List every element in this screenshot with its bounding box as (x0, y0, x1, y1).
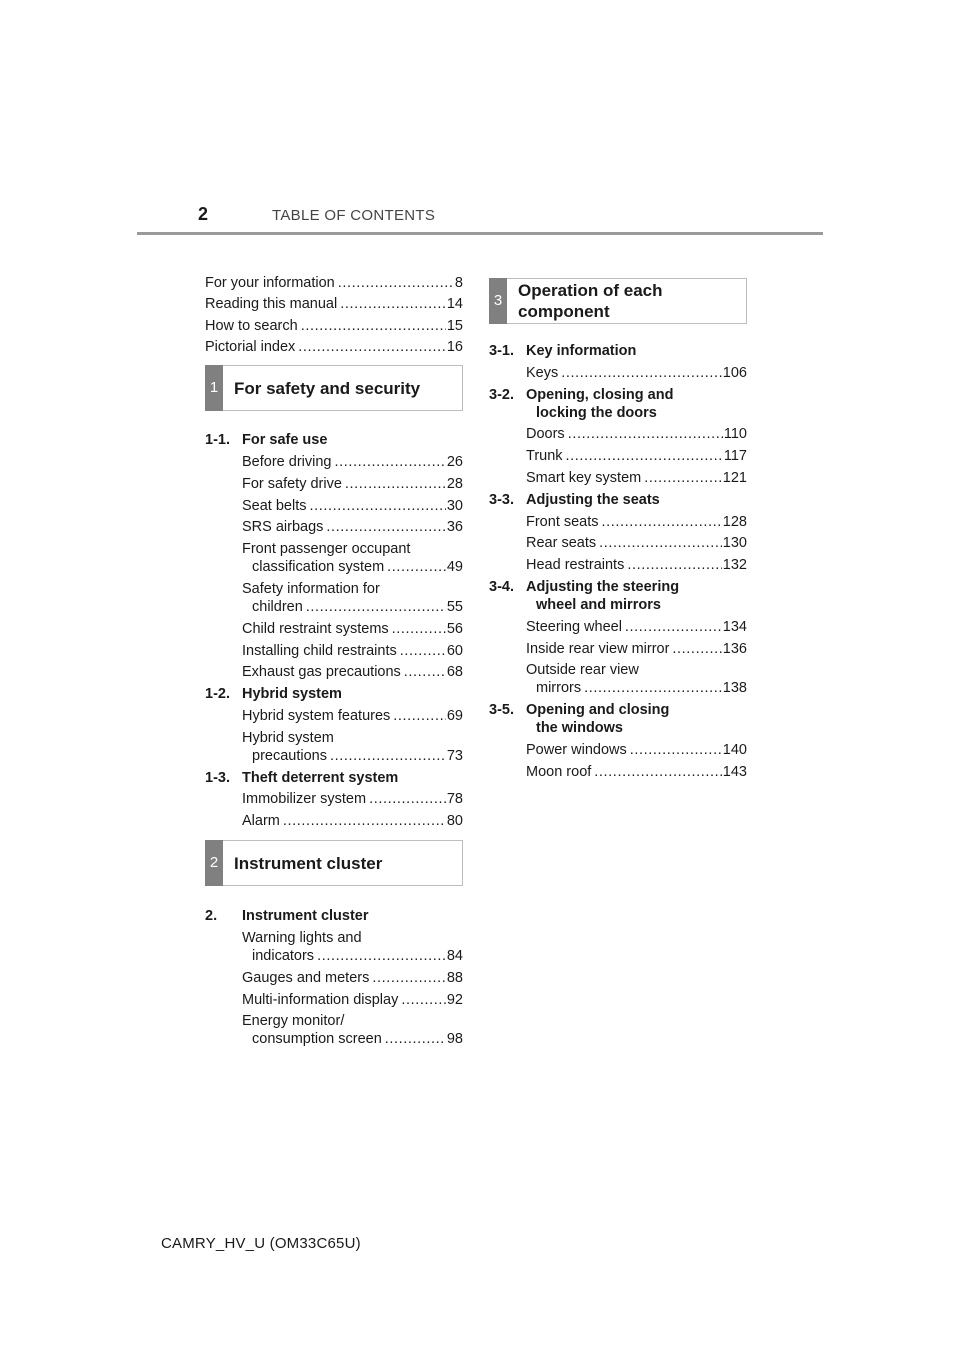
toc-entry[interactable]: Exhaust gas precautions ..... 68 (242, 663, 463, 681)
page-ref: 30 (446, 497, 463, 514)
model-code-footer: CAMRY_HV_U (OM33C65U) (161, 1235, 361, 1252)
page-ref: 60 (446, 642, 463, 659)
chapter-title: Operation of each component (518, 281, 663, 321)
toc-entry[interactable]: Seat belts ..... 30 (242, 497, 463, 515)
page-ref: 117 (723, 448, 747, 465)
toc-entry[interactable]: Child restraint systems ..... 56 (242, 620, 463, 638)
section-heading[interactable]: 3-1. Key information (489, 343, 637, 359)
toc-entry[interactable]: Warning lights and indicators ..... 84 (242, 929, 463, 965)
section-heading[interactable]: 3-5. Opening and closing the windows (489, 702, 670, 737)
intro-list (205, 274, 463, 356)
page-ref: 28 (446, 475, 463, 492)
toc-entry[interactable]: Inside rear view mirror ..... 136 (526, 640, 747, 658)
page-ref: 55 (446, 598, 463, 615)
section-items (489, 618, 747, 698)
leader-dots (283, 812, 446, 830)
toc-entry[interactable]: Immobilizer system ..... 78 (242, 790, 463, 808)
section-heading[interactable]: 3-2. Opening, closing and locking the doors (489, 386, 674, 421)
toc-entry[interactable]: Reading this manual ..... 14 (205, 295, 463, 313)
toc-entry[interactable]: Moon roof ..... 143 (526, 763, 747, 781)
toc-entry[interactable]: Gauges and meters ..... 88 (242, 969, 463, 987)
toc-entry[interactable]: Energy monitor/ consumption screen ..... 98 (242, 1012, 463, 1048)
leader-dots (317, 947, 446, 965)
section-items (489, 364, 747, 382)
toc-entry[interactable]: Hybrid system features ..... 69 (242, 707, 463, 725)
chapter-tab: 2 (205, 840, 223, 886)
toc-left-column (205, 274, 463, 1052)
page-ref: 49 (446, 559, 463, 576)
toc-entry[interactable]: Smart key system ..... 121 (526, 469, 747, 487)
page-ref: 132 (722, 557, 747, 574)
leader-dots (672, 640, 721, 658)
leader-dots (594, 763, 722, 781)
page-ref: 36 (446, 519, 463, 536)
leader-dots (310, 497, 446, 515)
page-ref: 69 (446, 707, 463, 724)
chapter-2-heading[interactable] (205, 840, 463, 886)
toc-entry[interactable]: SRS airbags ..... 36 (242, 518, 463, 536)
page-ref: 136 (722, 640, 747, 657)
page-ref: 138 (722, 680, 747, 697)
leader-dots (345, 475, 446, 493)
leader-dots (298, 338, 446, 356)
leader-dots (627, 556, 721, 574)
chapter-title: For safety and security (234, 378, 421, 398)
page-ref: 128 (722, 513, 747, 530)
section-items (489, 425, 747, 487)
section-items (205, 453, 463, 681)
toc-entry[interactable]: Alarm ..... 80 (242, 812, 463, 830)
toc-entry[interactable]: Keys ..... 106 (526, 364, 747, 382)
section-heading[interactable]: 3-4. Adjusting the steering wheel and mirrors (489, 578, 680, 613)
leader-dots (568, 425, 723, 443)
page-number: 2 (198, 204, 209, 224)
leader-dots (340, 295, 446, 313)
chapter-3-heading[interactable] (489, 278, 747, 324)
page-ref: 68 (446, 664, 463, 681)
page-ref: 134 (722, 618, 747, 635)
section-items (489, 513, 747, 575)
page-ref: 14 (446, 296, 463, 313)
section-items (205, 790, 463, 830)
leader-dots (602, 513, 722, 531)
leader-dots (334, 453, 445, 471)
section-items (205, 929, 463, 1048)
toc-entry[interactable]: Before driving ..... 26 (242, 453, 463, 471)
section-heading[interactable]: 2. Instrument cluster (205, 908, 369, 925)
leader-dots (584, 679, 722, 697)
page-ref: 140 (722, 741, 747, 758)
leader-dots (387, 558, 446, 576)
toc-entry[interactable]: Safety information for children ..... 55 (242, 580, 463, 616)
page-ref: 92 (446, 991, 463, 1008)
leader-dots (599, 534, 722, 552)
page-ref: 80 (446, 813, 463, 830)
toc-entry[interactable]: Hybrid system precautions ..... 73 (242, 729, 463, 765)
leader-dots (330, 747, 446, 765)
leader-dots (393, 707, 446, 725)
leader-dots (326, 518, 445, 536)
page-ref: 78 (446, 791, 463, 808)
section-heading[interactable]: 1-3. Theft deterrent system (205, 769, 399, 786)
page-ref: 26 (446, 453, 463, 470)
toc-entry[interactable]: For safety drive ..... 28 (242, 475, 463, 493)
toc-entry[interactable]: Front seats ..... 128 (526, 513, 747, 531)
toc-entry[interactable]: Head restraints ..... 132 (526, 556, 747, 574)
toc-entry[interactable]: Power windows ..... 140 (526, 741, 747, 759)
section-heading[interactable]: 1-2. Hybrid system (205, 686, 342, 703)
toc-entry[interactable]: Outside rear view mirrors ..... 138 (526, 661, 747, 697)
leader-dots (400, 642, 446, 660)
page-ref: 88 (446, 969, 463, 986)
toc-entry[interactable]: Trunk ..... 117 (526, 447, 747, 465)
chapter-tab: 3 (489, 278, 507, 324)
page-title: TABLE OF CONTENTS (272, 207, 436, 224)
section-heading[interactable]: 3-3. Adjusting the seats (489, 491, 660, 508)
page-ref: 15 (446, 317, 463, 334)
leader-dots (401, 991, 446, 1009)
leader-dots (372, 969, 446, 987)
leader-dots (385, 1030, 446, 1048)
leader-dots (644, 469, 722, 487)
toc-entry[interactable]: Multi-information display ..... 92 (242, 991, 463, 1009)
toc-right-column (489, 278, 747, 785)
leader-dots (306, 598, 446, 616)
toc-entry[interactable]: How to search ..... 15 (205, 317, 463, 335)
toc-entry[interactable]: For your information ..... 8 (205, 274, 463, 292)
section-items (489, 741, 747, 781)
chapter-1-heading[interactable] (205, 365, 463, 411)
page-ref: 98 (446, 1031, 463, 1048)
leader-dots (392, 620, 446, 638)
page-ref: 130 (722, 535, 747, 552)
leader-dots (338, 274, 454, 292)
leader-dots (404, 663, 446, 681)
page-ref: 8 (454, 275, 463, 291)
toc-entry[interactable]: Doors ..... 110 (526, 425, 747, 443)
toc-entry[interactable]: Installing child restraints ..... 60 (242, 642, 463, 660)
page-ref: 84 (446, 947, 463, 964)
page-ref: 106 (722, 364, 747, 381)
leader-dots (625, 618, 722, 636)
leader-dots (566, 447, 723, 465)
leader-dots (630, 741, 722, 759)
page-ref: 73 (446, 747, 463, 764)
leader-dots (561, 364, 722, 382)
leader-dots (301, 317, 446, 335)
leader-dots (369, 790, 446, 808)
page-ref: 16 (446, 339, 463, 356)
page-ref: 121 (722, 469, 747, 486)
chapter-title: Instrument cluster (234, 853, 383, 873)
page-ref: 110 (723, 426, 747, 443)
toc-entry[interactable]: Front passenger occupant classification system ..... 49 (242, 540, 463, 576)
toc-entry[interactable]: Pictorial index ..... 16 (205, 338, 463, 356)
section-heading[interactable]: 1-1. For safe use (205, 432, 328, 449)
header-divider (137, 232, 823, 235)
chapter-tab: 1 (205, 365, 223, 411)
page-ref: 143 (722, 763, 747, 780)
toc-entry[interactable]: Rear seats ..... 130 (526, 534, 747, 552)
page-ref: 56 (446, 620, 463, 637)
toc-entry[interactable]: Steering wheel ..... 134 (526, 618, 747, 636)
section-items (205, 707, 463, 765)
